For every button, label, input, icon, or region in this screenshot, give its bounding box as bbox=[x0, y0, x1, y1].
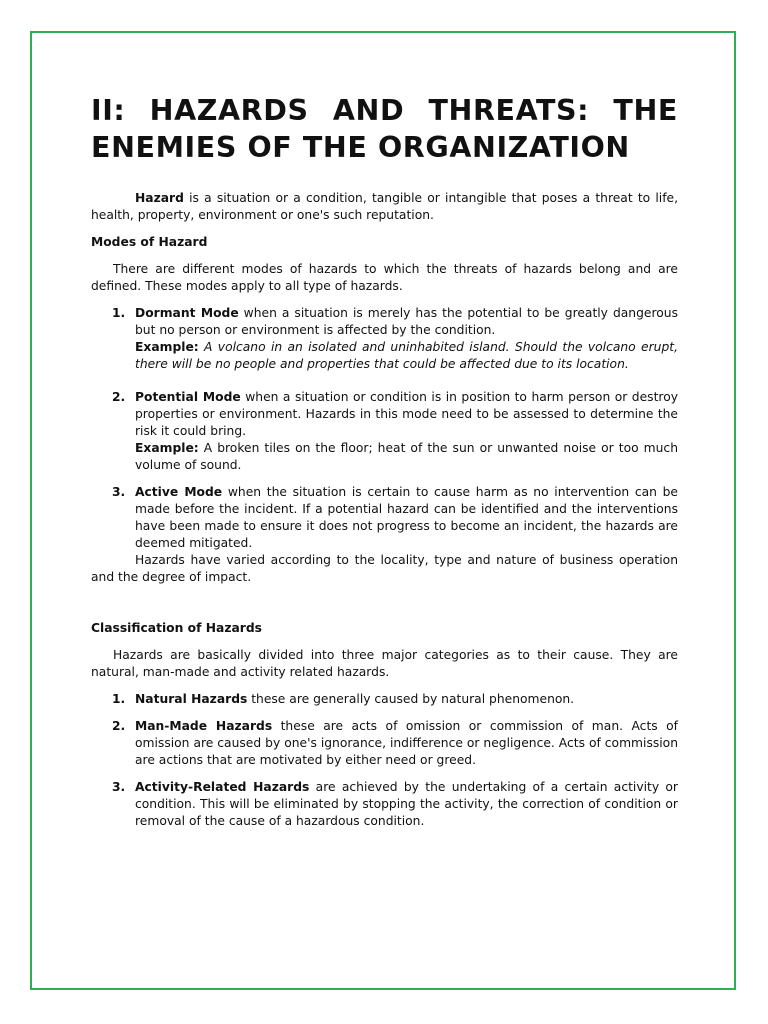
example-text: A volcano in an isolated and uninhabited island. Should the volcano erupt, there will be no people and properties that could be affected due to its location. bbox=[135, 340, 678, 371]
example-line bbox=[135, 440, 678, 474]
document-body bbox=[91, 92, 678, 840]
list-item-body bbox=[135, 718, 678, 769]
mode-term: Potential Mode bbox=[135, 390, 241, 404]
modes-heading: Modes of Hazard bbox=[91, 235, 208, 249]
classification-text: these are acts of omission or commission of man. Acts of omission are caused by one's ignorance, indifference or negligence. Acts of commission are actions that are motivated by either need or greed. bbox=[135, 719, 678, 767]
list-number: 2. bbox=[112, 390, 126, 404]
mode-term: Active Mode bbox=[135, 485, 223, 499]
list-number: 1. bbox=[112, 692, 126, 706]
classification-paragraph: Hazards are basically divided into three major categories as to their cause. They are natural, man-made and activity related hazards. bbox=[91, 648, 678, 679]
example-label: Example: bbox=[135, 340, 199, 354]
modes-paragraph: There are different modes of hazards to which the threats of hazards belong and are defined. These modes apply to all type of hazards. bbox=[91, 262, 678, 293]
mode-term: Dormant Mode bbox=[135, 306, 239, 320]
list-item bbox=[112, 718, 678, 769]
list-item-body bbox=[135, 691, 678, 708]
list-number: 3. bbox=[112, 485, 126, 499]
trailing-paragraph: Hazards have varied according to the locality, type and nature of business operation and the degree of impact. bbox=[91, 553, 678, 584]
list-number: 3. bbox=[112, 780, 126, 794]
intro-text: is a situation or a condition, tangible or intangible that poses a threat to life, health, property, environment or one's such reputation. bbox=[91, 191, 678, 222]
list-item-body bbox=[135, 389, 678, 440]
example-line bbox=[135, 339, 678, 373]
classification-heading: Classification of Hazards bbox=[91, 621, 262, 635]
mode-text: when the situation is certain to cause harm as no intervention can be made before the incident. If a potential hazard can be identified and the interventions have been made to ensure it does not progress to become an incident, the hazards are deemed mitigated. bbox=[135, 485, 678, 550]
classification-term: Activity-Related Hazards bbox=[135, 780, 310, 794]
example-label: Example: bbox=[135, 441, 199, 455]
list-item-body bbox=[135, 484, 678, 552]
list-item bbox=[112, 691, 678, 708]
modes-list bbox=[91, 305, 678, 586]
list-number: 1. bbox=[112, 306, 126, 320]
classification-text: these are generally caused by natural phenomenon. bbox=[247, 692, 575, 706]
intro-term: Hazard bbox=[135, 191, 184, 205]
list-item-body bbox=[135, 779, 678, 830]
example-text: A broken tiles on the floor; heat of the sun or unwanted noise or too much volume of sound. bbox=[135, 441, 678, 472]
page-title: II: HAZARDS AND THREATS: THE ENEMIES OF THE ORGANIZATION bbox=[91, 94, 678, 164]
mode-text: when a situation is merely has the potential to be greatly dangerous but no person or environment is affected by the condition. bbox=[135, 306, 678, 337]
intro-paragraph bbox=[91, 190, 678, 224]
list-item bbox=[91, 484, 678, 586]
list-item-body bbox=[135, 305, 678, 339]
classification-term: Natural Hazards bbox=[135, 692, 248, 706]
classification-list bbox=[91, 691, 678, 830]
list-item bbox=[112, 389, 678, 474]
list-item bbox=[112, 779, 678, 830]
classification-term: Man-Made Hazards bbox=[135, 719, 273, 733]
classification-text: are achieved by the undertaking of a certain activity or condition. This will be eliminated by stopping the activity, the correction of condition or removal of the cause of a hazardous condition. bbox=[135, 780, 678, 828]
list-number: 2. bbox=[112, 719, 126, 733]
mode-text: when a situation or condition is in position to harm person or destroy properties or environment. Hazards in this mode need to be assessed to determine the risk it could bring. bbox=[135, 390, 678, 438]
list-item bbox=[112, 305, 678, 379]
